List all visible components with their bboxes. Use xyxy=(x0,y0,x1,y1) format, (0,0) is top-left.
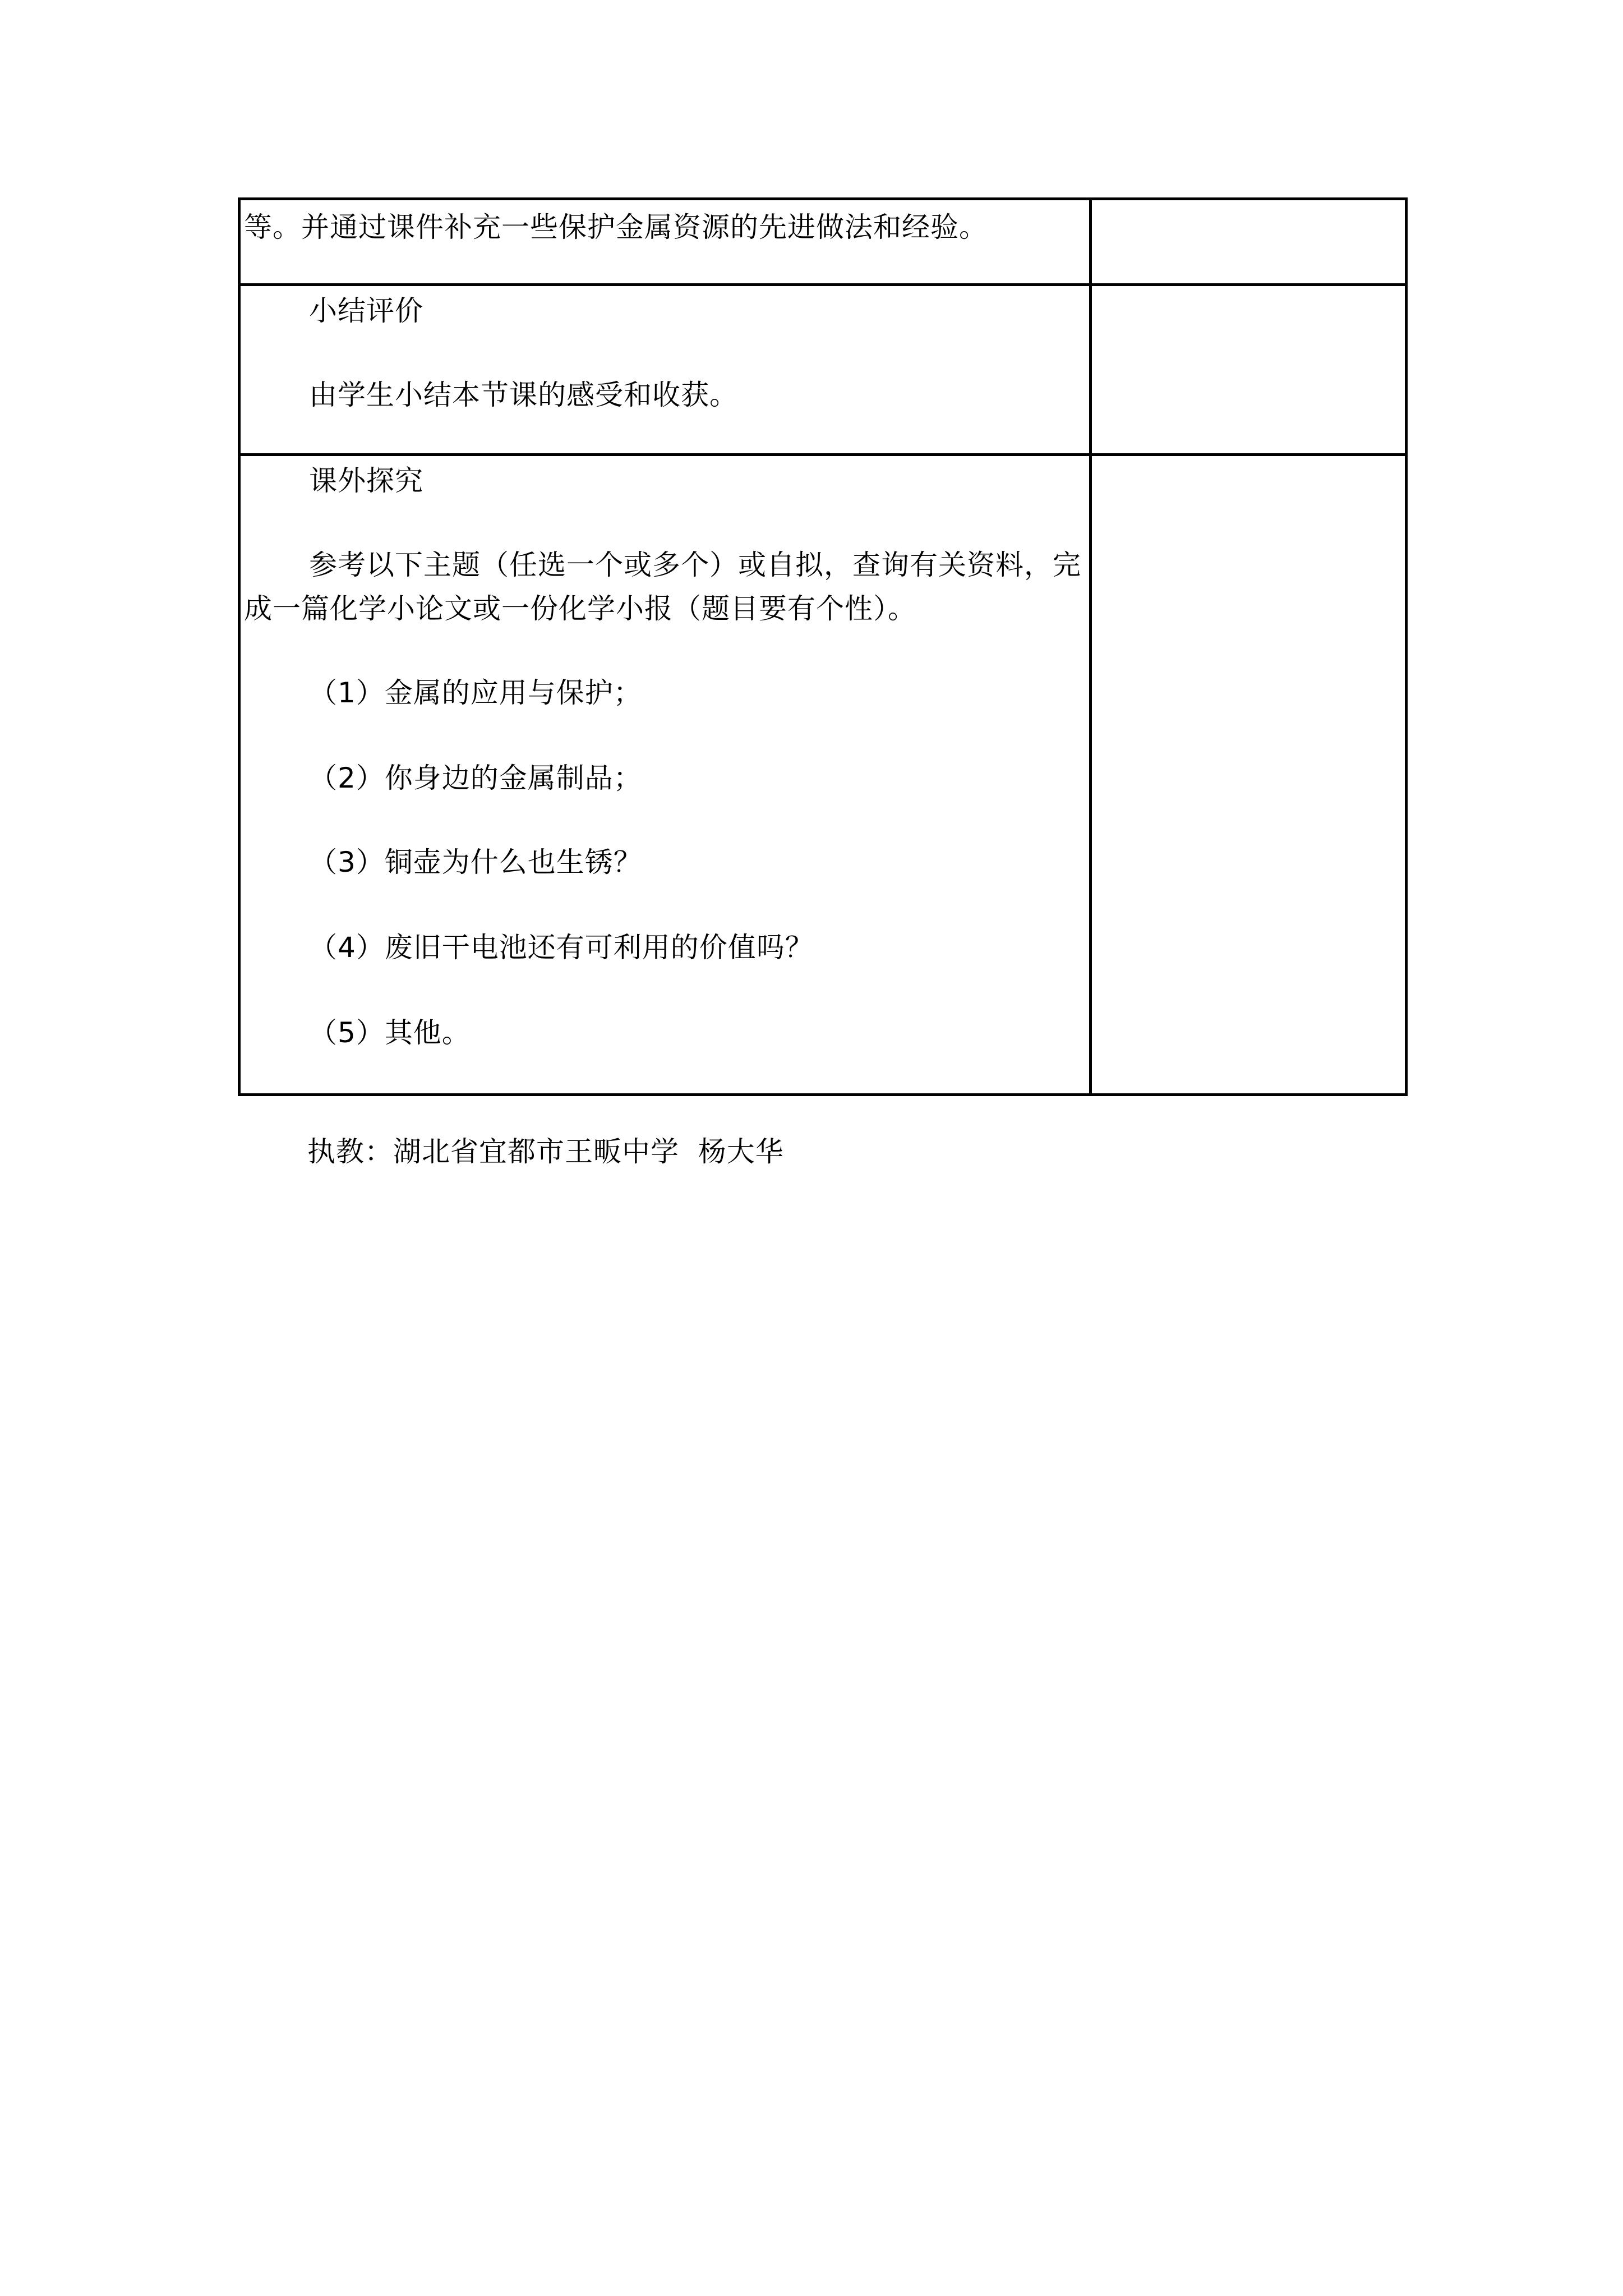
table-cell-main xyxy=(239,455,1091,1095)
table-cell-notes xyxy=(1091,285,1407,455)
teacher-credit: 执教：湖北省宜都市王畈中学 杨大华 xyxy=(307,1135,784,1168)
table-cell-main xyxy=(239,285,1091,455)
list-item: （4）废旧干电池还有可利用的价值吗？ xyxy=(309,931,814,964)
table-row xyxy=(239,285,1407,455)
table-cell-notes xyxy=(1091,199,1407,285)
paragraph-line: 成一篇化学小论文或一份化学小报（题目要有个性）。 xyxy=(244,592,916,625)
list-item: （2）你身边的金属制品； xyxy=(309,762,642,794)
list-item: （1）金属的应用与保护； xyxy=(309,677,642,709)
paragraph-line: 参考以下主题（任选一个或多个）或自拟，查询有关资料，完 xyxy=(309,549,1081,581)
lesson-plan-table xyxy=(238,197,1408,1096)
table-row xyxy=(239,455,1407,1095)
table-cell-main xyxy=(239,199,1091,285)
section-heading: 小结评价 xyxy=(309,295,423,327)
section-heading: 课外探究 xyxy=(309,464,423,497)
list-item: （5）其他。 xyxy=(309,1016,471,1049)
table-cell-notes xyxy=(1091,455,1407,1095)
table-row xyxy=(239,199,1407,285)
paragraph-line: 由学生小结本节课的感受和收获。 xyxy=(309,379,738,411)
paragraph-line: 等。并通过课件补充一些保护金属资源的先进做法和经验。 xyxy=(244,211,988,243)
list-item: （3）铜壶为什么也生锈？ xyxy=(309,846,642,878)
